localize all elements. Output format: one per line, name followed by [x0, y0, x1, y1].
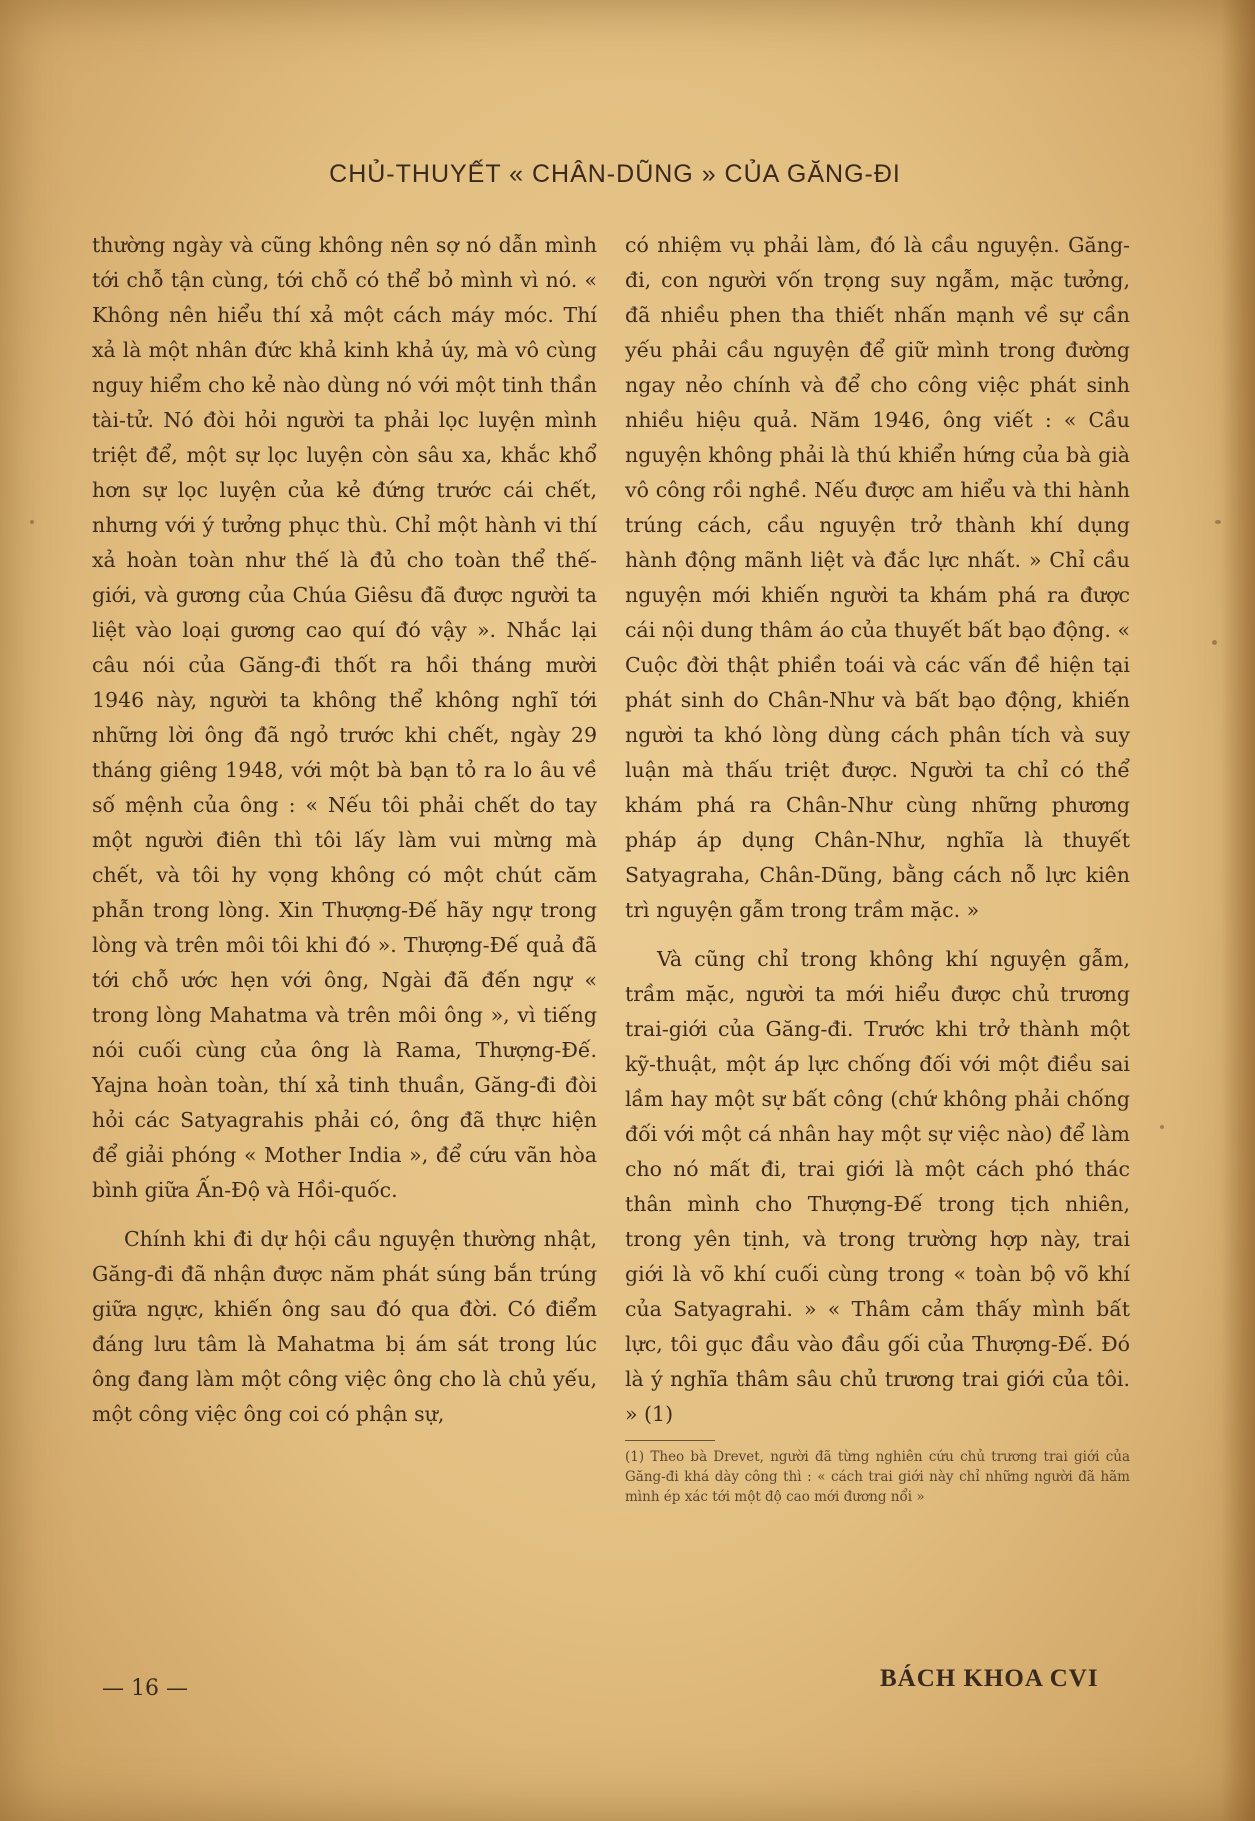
- paper-speck: [1215, 520, 1221, 524]
- magazine-name: BÁCH KHOA CVI: [880, 1665, 1099, 1692]
- page-edge-wear: [1221, 0, 1255, 1821]
- footnote: (1) Theo bà Drevet, người đã từng nghiên cứu chủ trương trai giới của Găng-đi khá dày công thì : « cách trai giới này chỉ những người đã hãm mình ép xác tới một độ cao mới đương nổi »: [625, 1449, 1130, 1505]
- footnote-divider: [625, 1440, 715, 1441]
- paragraph: có nhiệm vụ phải làm, đó là cầu nguyện. Găng-đi, con người vốn trọng suy ngẫm, mặc tưởng, đã nhiều phen tha thiết nhấn mạnh về sự cần yếu phải cầu nguyện để giữ mình trong đường ngay nẻo chính và để cho công việc phát sinh nhiều hiệu quả. Năm 1946, ông viết : « Cầu nguyện không phải là thú khiển hứng của bà già vô công rồi nghề. Nếu được am hiểu và thi hành trúng cách, cầu nguyện trở thành khí dụng hành động mãnh liệt và đắc lực nhất. » Chỉ cầu nguyện mới khiến người ta khám phá ra được cái nội dung thâm áo của thuyết bất bạo động. « Cuộc đời thật phiền toái và các vấn đề hiện tại phát sinh do Chân-Như và bất bạo động, khiến người ta khó lòng dùng cách phân tích và suy luận mà thấu triệt được. Người ta chỉ có thể khám phá ra Chân-Như cùng những phương pháp áp dụng Chân-Như, nghĩa là thuyết Satyagraha, Chân-Dũng, bằng cách nỗ lực kiên trì nguyện gẫm trong trầm mặc. »: [625, 233, 1130, 922]
- paragraph: Và cũng chỉ trong không khí nguyện gẫm, trầm mặc, người ta mới hiểu được chủ trương trai-giới của Găng-đi. Trước khi trở thành một kỹ-thuật, một áp lực chống đối với một điều sai lầm hay một sự bất công (chứ không phải chống đối với một cá nhân hay một sự việc nào) để làm cho nó mất đi, trai giới là một cách phó thác thân mình cho Thượng-Đế trong tịch nhiên, trong yên tịnh, và trong trường hợp này, trai giới là võ khí cuối cùng trong « toàn bộ võ khí của Satyagrahi. » « Thâm cảm thấy mình bất lực, tôi gục đầu vào đầu gối của Thượng-Đế. Đó là ý nghĩa thâm sâu chủ trương trai giới của tôi. » (1): [625, 947, 1130, 1426]
- running-title: CHỦ-THUYẾT « CHÂN-DŨNG » CỦA GĂNG-ĐI: [329, 160, 901, 188]
- paper-speck: [30, 520, 34, 524]
- page-number: — 16 —: [102, 1676, 188, 1701]
- paper-speck: [1212, 640, 1217, 645]
- paragraph: thường ngày và cũng không nên sợ nó dẫn mình tới chỗ tận cùng, tới chỗ có thể bỏ mình vì nó. « Không nên hiểu thí xả một cách máy móc. Thí xả là một nhân đức khả kinh khả úy, mà vô cùng nguy hiểm cho kẻ nào dùng nó với một tinh thần tài-tử. Nó đòi hỏi người ta phải lọc luyện mình triệt để, một sự lọc luyện còn sâu xa, khắc khổ hơn sự lọc luyện của kẻ đứng trước cái chết, nhưng với ý tưởng phục thù. Chỉ một hành vi thí xả hoàn toàn như thế là đủ cho toàn thể thế-giới, và gương của Chúa Giêsu đã được người ta liệt vào loại gương cao quí đó vậy ». Nhắc lại câu nói của Găng-đi thốt ra hồi tháng mười 1946 này, người ta không thể không nghĩ tới những lời ông đã ngỏ trước khi chết, ngày 29 tháng giêng 1948, với một bà bạn tỏ ra lo âu về số mệnh của ông : « Nếu tôi phải chết do tay một người điên thì tôi lấy làm vui mừng mà chết, và tôi hy vọng không có một chút căm phẫn trong lòng. Xin Thượng-Đế hãy ngự trong lòng và trên môi tôi khi đó ». Thượng-Đế quả đã tới chỗ ước hẹn với ông, Ngài đã đến ngự « trong lòng Mahatma và trên môi ông », vì tiếng nói cuối cùng của ông là Rama, Thượng-Đế. Yajna hoàn toàn, thí xả tinh thuần, Găng-đi đòi hỏi các Satyagrahis phải có, ông đã thực hiện để giải phóng « Mother India », để cứu vãn hòa bình giữa Ấn-Độ và Hồi-quốc.: [92, 233, 597, 1202]
- paper-speck: [1160, 1125, 1164, 1129]
- left-column: [92, 228, 597, 1432]
- right-column: [625, 228, 1130, 1507]
- paragraph: Chính khi đi dự hội cầu nguyện thường nhật, Găng-đi đã nhận được năm phát súng bắn trúng giữa ngực, khiến ông sau đó qua đời. Có điểm đáng lưu tâm là Mahatma bị ám sát trong lúc ông đang làm một công việc ông cho là chủ yếu, một công việc ông coi có phận sự,: [92, 1227, 597, 1426]
